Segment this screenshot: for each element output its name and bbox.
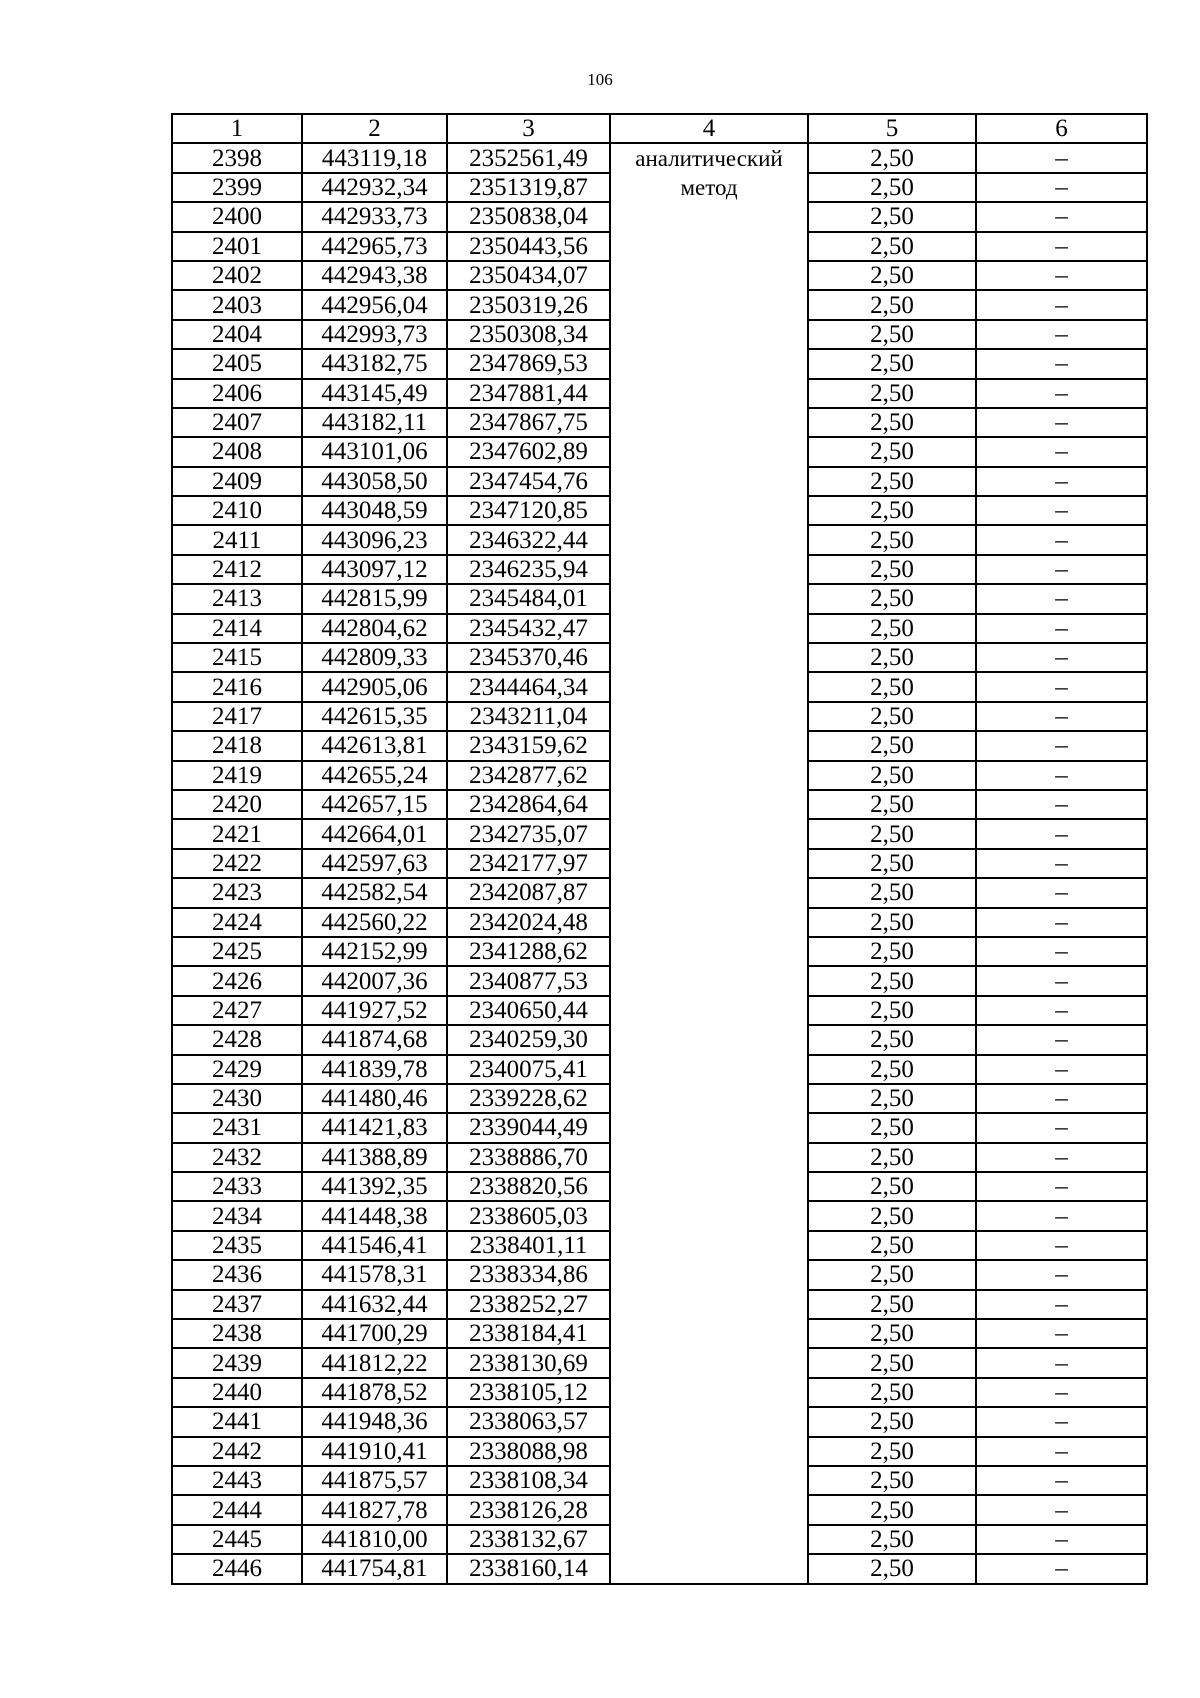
note-cell: –: [976, 643, 1147, 672]
note-cell: –: [976, 1201, 1147, 1230]
point-number-cell: 2403: [172, 290, 302, 319]
point-number-cell: 2440: [172, 1378, 302, 1407]
note-cell: –: [976, 408, 1147, 437]
y-coordinate-cell: 2340877,53: [447, 966, 610, 995]
y-coordinate-cell: 2351319,87: [447, 173, 610, 202]
point-number-cell: 2435: [172, 1231, 302, 1260]
point-number-cell: 2407: [172, 408, 302, 437]
point-number-cell: 2402: [172, 261, 302, 290]
x-coordinate-cell: 442815,99: [302, 584, 447, 613]
y-coordinate-cell: 2343211,04: [447, 702, 610, 731]
accuracy-cell: 2,50: [808, 1378, 976, 1407]
x-coordinate-cell: 443096,23: [302, 525, 447, 554]
y-coordinate-cell: 2347120,85: [447, 496, 610, 525]
note-cell: –: [976, 1466, 1147, 1495]
note-cell: –: [976, 525, 1147, 554]
point-number-cell: 2414: [172, 614, 302, 643]
x-coordinate-cell: 442943,38: [302, 261, 447, 290]
header-row: [172, 114, 1147, 143]
x-coordinate-cell: 442007,36: [302, 966, 447, 995]
method-cell: аналитический метод: [610, 143, 808, 1583]
accuracy-cell: 2,50: [808, 1143, 976, 1172]
point-number-cell: 2442: [172, 1437, 302, 1466]
y-coordinate-cell: 2347867,75: [447, 408, 610, 437]
point-number-cell: 2416: [172, 672, 302, 701]
point-number-cell: 2429: [172, 1055, 302, 1084]
point-number-cell: 2411: [172, 525, 302, 554]
note-cell: –: [976, 1260, 1147, 1289]
note-cell: –: [976, 849, 1147, 878]
y-coordinate-cell: 2352561,49: [447, 143, 610, 172]
header-cell-3: 3: [447, 114, 610, 143]
accuracy-cell: 2,50: [808, 1260, 976, 1289]
point-number-cell: 2431: [172, 1113, 302, 1142]
note-cell: –: [976, 1437, 1147, 1466]
x-coordinate-cell: 442809,33: [302, 643, 447, 672]
x-coordinate-cell: 442956,04: [302, 290, 447, 319]
y-coordinate-cell: 2350434,07: [447, 261, 610, 290]
x-coordinate-cell: 441392,35: [302, 1172, 447, 1201]
note-cell: –: [976, 1525, 1147, 1554]
table-row: [172, 143, 1147, 172]
point-number-cell: 2436: [172, 1260, 302, 1289]
note-cell: –: [976, 996, 1147, 1025]
y-coordinate-cell: 2347454,76: [447, 467, 610, 496]
x-coordinate-cell: 441578,31: [302, 1260, 447, 1289]
point-number-cell: 2430: [172, 1084, 302, 1113]
accuracy-cell: 2,50: [808, 643, 976, 672]
x-coordinate-cell: 441875,57: [302, 1466, 447, 1495]
note-cell: –: [976, 320, 1147, 349]
accuracy-cell: 2,50: [808, 1231, 976, 1260]
accuracy-cell: 2,50: [808, 290, 976, 319]
y-coordinate-cell: 2347602,89: [447, 437, 610, 466]
note-cell: –: [976, 1025, 1147, 1054]
accuracy-cell: 2,50: [808, 1201, 976, 1230]
y-coordinate-cell: 2338160,14: [447, 1554, 610, 1583]
accuracy-cell: 2,50: [808, 790, 976, 819]
x-coordinate-cell: 442932,34: [302, 173, 447, 202]
note-cell: –: [976, 437, 1147, 466]
accuracy-cell: 2,50: [808, 1407, 976, 1436]
point-number-cell: 2401: [172, 232, 302, 261]
point-number-cell: 2415: [172, 643, 302, 672]
note-cell: –: [976, 1348, 1147, 1377]
x-coordinate-cell: 441421,83: [302, 1113, 447, 1142]
accuracy-cell: 2,50: [808, 1290, 976, 1319]
note-cell: –: [976, 819, 1147, 848]
accuracy-cell: 2,50: [808, 261, 976, 290]
accuracy-cell: 2,50: [808, 1348, 976, 1377]
x-coordinate-cell: 443101,06: [302, 437, 447, 466]
accuracy-cell: 2,50: [808, 731, 976, 760]
y-coordinate-cell: 2347869,53: [447, 349, 610, 378]
x-coordinate-cell: 441948,36: [302, 1407, 447, 1436]
point-number-cell: 2445: [172, 1525, 302, 1554]
note-cell: –: [976, 555, 1147, 584]
point-number-cell: 2423: [172, 878, 302, 907]
point-number-cell: 2418: [172, 731, 302, 760]
note-cell: –: [976, 790, 1147, 819]
note-cell: –: [976, 584, 1147, 613]
note-cell: –: [976, 702, 1147, 731]
accuracy-cell: 2,50: [808, 672, 976, 701]
x-coordinate-cell: 441448,38: [302, 1201, 447, 1230]
accuracy-cell: 2,50: [808, 320, 976, 349]
note-cell: –: [976, 143, 1147, 172]
accuracy-cell: 2,50: [808, 1525, 976, 1554]
point-number-cell: 2427: [172, 996, 302, 1025]
y-coordinate-cell: 2338334,86: [447, 1260, 610, 1289]
y-coordinate-cell: 2350308,34: [447, 320, 610, 349]
x-coordinate-cell: 443145,49: [302, 379, 447, 408]
x-coordinate-cell: 442965,73: [302, 232, 447, 261]
y-coordinate-cell: 2346235,94: [447, 555, 610, 584]
note-cell: –: [976, 1143, 1147, 1172]
note-cell: –: [976, 349, 1147, 378]
note-cell: –: [976, 1495, 1147, 1524]
x-coordinate-cell: 442657,15: [302, 790, 447, 819]
point-number-cell: 2405: [172, 349, 302, 378]
note-cell: –: [976, 467, 1147, 496]
accuracy-cell: 2,50: [808, 1319, 976, 1348]
point-number-cell: 2404: [172, 320, 302, 349]
accuracy-cell: 2,50: [808, 996, 976, 1025]
y-coordinate-cell: 2339228,62: [447, 1084, 610, 1113]
header-cell-6: 6: [976, 114, 1147, 143]
accuracy-cell: 2,50: [808, 908, 976, 937]
note-cell: –: [976, 1554, 1147, 1583]
x-coordinate-cell: 442560,22: [302, 908, 447, 937]
note-cell: –: [976, 173, 1147, 202]
y-coordinate-cell: 2342024,48: [447, 908, 610, 937]
x-coordinate-cell: 443119,18: [302, 143, 447, 172]
x-coordinate-cell: 442933,73: [302, 202, 447, 231]
accuracy-cell: 2,50: [808, 143, 976, 172]
x-coordinate-cell: 443182,11: [302, 408, 447, 437]
point-number-cell: 2409: [172, 467, 302, 496]
accuracy-cell: 2,50: [808, 1113, 976, 1142]
point-number-cell: 2439: [172, 1348, 302, 1377]
point-number-cell: 2426: [172, 966, 302, 995]
y-coordinate-cell: 2342864,64: [447, 790, 610, 819]
accuracy-cell: 2,50: [808, 1495, 976, 1524]
accuracy-cell: 2,50: [808, 1172, 976, 1201]
accuracy-cell: 2,50: [808, 555, 976, 584]
note-cell: –: [976, 966, 1147, 995]
accuracy-cell: 2,50: [808, 496, 976, 525]
accuracy-cell: 2,50: [808, 173, 976, 202]
point-number-cell: 2400: [172, 202, 302, 231]
header-cell-5: 5: [808, 114, 976, 143]
point-number-cell: 2422: [172, 849, 302, 878]
y-coordinate-cell: 2340259,30: [447, 1025, 610, 1054]
point-number-cell: 2408: [172, 437, 302, 466]
accuracy-cell: 2,50: [808, 761, 976, 790]
y-coordinate-cell: 2341288,62: [447, 937, 610, 966]
point-number-cell: 2417: [172, 702, 302, 731]
header-cell-4: 4: [610, 114, 808, 143]
point-number-cell: 2419: [172, 761, 302, 790]
x-coordinate-cell: 441910,41: [302, 1437, 447, 1466]
y-coordinate-cell: 2338105,12: [447, 1378, 610, 1407]
x-coordinate-cell: 443097,12: [302, 555, 447, 584]
accuracy-cell: 2,50: [808, 379, 976, 408]
header-cell-2: 2: [302, 114, 447, 143]
x-coordinate-cell: 442655,24: [302, 761, 447, 790]
y-coordinate-cell: 2347881,44: [447, 379, 610, 408]
point-number-cell: 2425: [172, 937, 302, 966]
y-coordinate-cell: 2345370,46: [447, 643, 610, 672]
y-coordinate-cell: 2344464,34: [447, 672, 610, 701]
point-number-cell: 2413: [172, 584, 302, 613]
accuracy-cell: 2,50: [808, 1437, 976, 1466]
x-coordinate-cell: 441700,29: [302, 1319, 447, 1348]
note-cell: –: [976, 937, 1147, 966]
accuracy-cell: 2,50: [808, 467, 976, 496]
point-number-cell: 2428: [172, 1025, 302, 1054]
point-number-cell: 2443: [172, 1466, 302, 1495]
x-coordinate-cell: 443058,50: [302, 467, 447, 496]
y-coordinate-cell: 2345484,01: [447, 584, 610, 613]
accuracy-cell: 2,50: [808, 878, 976, 907]
point-number-cell: 2398: [172, 143, 302, 172]
accuracy-cell: 2,50: [808, 1055, 976, 1084]
y-coordinate-cell: 2338886,70: [447, 1143, 610, 1172]
note-cell: –: [976, 1290, 1147, 1319]
accuracy-cell: 2,50: [808, 849, 976, 878]
note-cell: –: [976, 1231, 1147, 1260]
y-coordinate-cell: 2338605,03: [447, 1201, 610, 1230]
x-coordinate-cell: 441927,52: [302, 996, 447, 1025]
x-coordinate-cell: 442597,63: [302, 849, 447, 878]
note-cell: –: [976, 496, 1147, 525]
accuracy-cell: 2,50: [808, 408, 976, 437]
x-coordinate-cell: 441878,52: [302, 1378, 447, 1407]
accuracy-cell: 2,50: [808, 232, 976, 261]
y-coordinate-cell: 2350319,26: [447, 290, 610, 319]
y-coordinate-cell: 2338126,28: [447, 1495, 610, 1524]
y-coordinate-cell: 2338184,41: [447, 1319, 610, 1348]
y-coordinate-cell: 2339044,49: [447, 1113, 610, 1142]
y-coordinate-cell: 2338820,56: [447, 1172, 610, 1201]
point-number-cell: 2432: [172, 1143, 302, 1172]
y-coordinate-cell: 2342735,07: [447, 819, 610, 848]
accuracy-cell: 2,50: [808, 349, 976, 378]
note-cell: –: [976, 1084, 1147, 1113]
page-number: 106: [587, 70, 613, 89]
x-coordinate-cell: 441812,22: [302, 1348, 447, 1377]
note-cell: –: [976, 379, 1147, 408]
note-cell: –: [976, 761, 1147, 790]
y-coordinate-cell: 2338130,69: [447, 1348, 610, 1377]
y-coordinate-cell: 2338063,57: [447, 1407, 610, 1436]
y-coordinate-cell: 2343159,62: [447, 731, 610, 760]
x-coordinate-cell: 442804,62: [302, 614, 447, 643]
note-cell: –: [976, 1172, 1147, 1201]
x-coordinate-cell: 441827,78: [302, 1495, 447, 1524]
y-coordinate-cell: 2342177,97: [447, 849, 610, 878]
note-cell: –: [976, 1378, 1147, 1407]
y-coordinate-cell: 2338401,11: [447, 1231, 610, 1260]
accuracy-cell: 2,50: [808, 202, 976, 231]
note-cell: –: [976, 232, 1147, 261]
point-number-cell: 2434: [172, 1201, 302, 1230]
x-coordinate-cell: 442664,01: [302, 819, 447, 848]
point-number-cell: 2438: [172, 1319, 302, 1348]
y-coordinate-cell: 2338108,34: [447, 1466, 610, 1495]
point-number-cell: 2406: [172, 379, 302, 408]
note-cell: –: [976, 261, 1147, 290]
note-cell: –: [976, 1055, 1147, 1084]
x-coordinate-cell: 442582,54: [302, 878, 447, 907]
x-coordinate-cell: 441839,78: [302, 1055, 447, 1084]
accuracy-cell: 2,50: [808, 525, 976, 554]
x-coordinate-cell: 441874,68: [302, 1025, 447, 1054]
x-coordinate-cell: 441546,41: [302, 1231, 447, 1260]
point-number-cell: 2441: [172, 1407, 302, 1436]
point-number-cell: 2412: [172, 555, 302, 584]
x-coordinate-cell: 441480,46: [302, 1084, 447, 1113]
y-coordinate-cell: 2342087,87: [447, 878, 610, 907]
x-coordinate-cell: 441810,00: [302, 1525, 447, 1554]
y-coordinate-cell: 2338252,27: [447, 1290, 610, 1319]
note-cell: –: [976, 1113, 1147, 1142]
point-number-cell: 2410: [172, 496, 302, 525]
header-cell-1: 1: [172, 114, 302, 143]
accuracy-cell: 2,50: [808, 937, 976, 966]
note-cell: –: [976, 731, 1147, 760]
note-cell: –: [976, 878, 1147, 907]
note-cell: –: [976, 908, 1147, 937]
x-coordinate-cell: 443048,59: [302, 496, 447, 525]
accuracy-cell: 2,50: [808, 1025, 976, 1054]
y-coordinate-cell: 2350443,56: [447, 232, 610, 261]
note-cell: –: [976, 202, 1147, 231]
note-cell: –: [976, 1319, 1147, 1348]
y-coordinate-cell: 2342877,62: [447, 761, 610, 790]
accuracy-cell: 2,50: [808, 584, 976, 613]
point-number-cell: 2424: [172, 908, 302, 937]
x-coordinate-cell: 441632,44: [302, 1290, 447, 1319]
x-coordinate-cell: 442152,99: [302, 937, 447, 966]
x-coordinate-cell: 442613,81: [302, 731, 447, 760]
y-coordinate-cell: 2345432,47: [447, 614, 610, 643]
accuracy-cell: 2,50: [808, 1554, 976, 1583]
x-coordinate-cell: 441388,89: [302, 1143, 447, 1172]
note-cell: –: [976, 1407, 1147, 1436]
coordinates-table: [171, 113, 1148, 1585]
x-coordinate-cell: 443182,75: [302, 349, 447, 378]
x-coordinate-cell: 442615,35: [302, 702, 447, 731]
y-coordinate-cell: 2338132,67: [447, 1525, 610, 1554]
point-number-cell: 2420: [172, 790, 302, 819]
x-coordinate-cell: 442993,73: [302, 320, 447, 349]
note-cell: –: [976, 614, 1147, 643]
y-coordinate-cell: 2350838,04: [447, 202, 610, 231]
accuracy-cell: 2,50: [808, 614, 976, 643]
point-number-cell: 2433: [172, 1172, 302, 1201]
accuracy-cell: 2,50: [808, 702, 976, 731]
x-coordinate-cell: 442905,06: [302, 672, 447, 701]
accuracy-cell: 2,50: [808, 437, 976, 466]
point-number-cell: 2444: [172, 1495, 302, 1524]
y-coordinate-cell: 2338088,98: [447, 1437, 610, 1466]
point-number-cell: 2437: [172, 1290, 302, 1319]
x-coordinate-cell: 441754,81: [302, 1554, 447, 1583]
accuracy-cell: 2,50: [808, 1084, 976, 1113]
y-coordinate-cell: 2340650,44: [447, 996, 610, 1025]
note-cell: –: [976, 290, 1147, 319]
y-coordinate-cell: 2340075,41: [447, 1055, 610, 1084]
point-number-cell: 2446: [172, 1554, 302, 1583]
table-body: [172, 143, 1147, 1583]
note-cell: –: [976, 672, 1147, 701]
accuracy-cell: 2,50: [808, 1466, 976, 1495]
point-number-cell: 2421: [172, 819, 302, 848]
y-coordinate-cell: 2346322,44: [447, 525, 610, 554]
accuracy-cell: 2,50: [808, 819, 976, 848]
point-number-cell: 2399: [172, 173, 302, 202]
accuracy-cell: 2,50: [808, 966, 976, 995]
